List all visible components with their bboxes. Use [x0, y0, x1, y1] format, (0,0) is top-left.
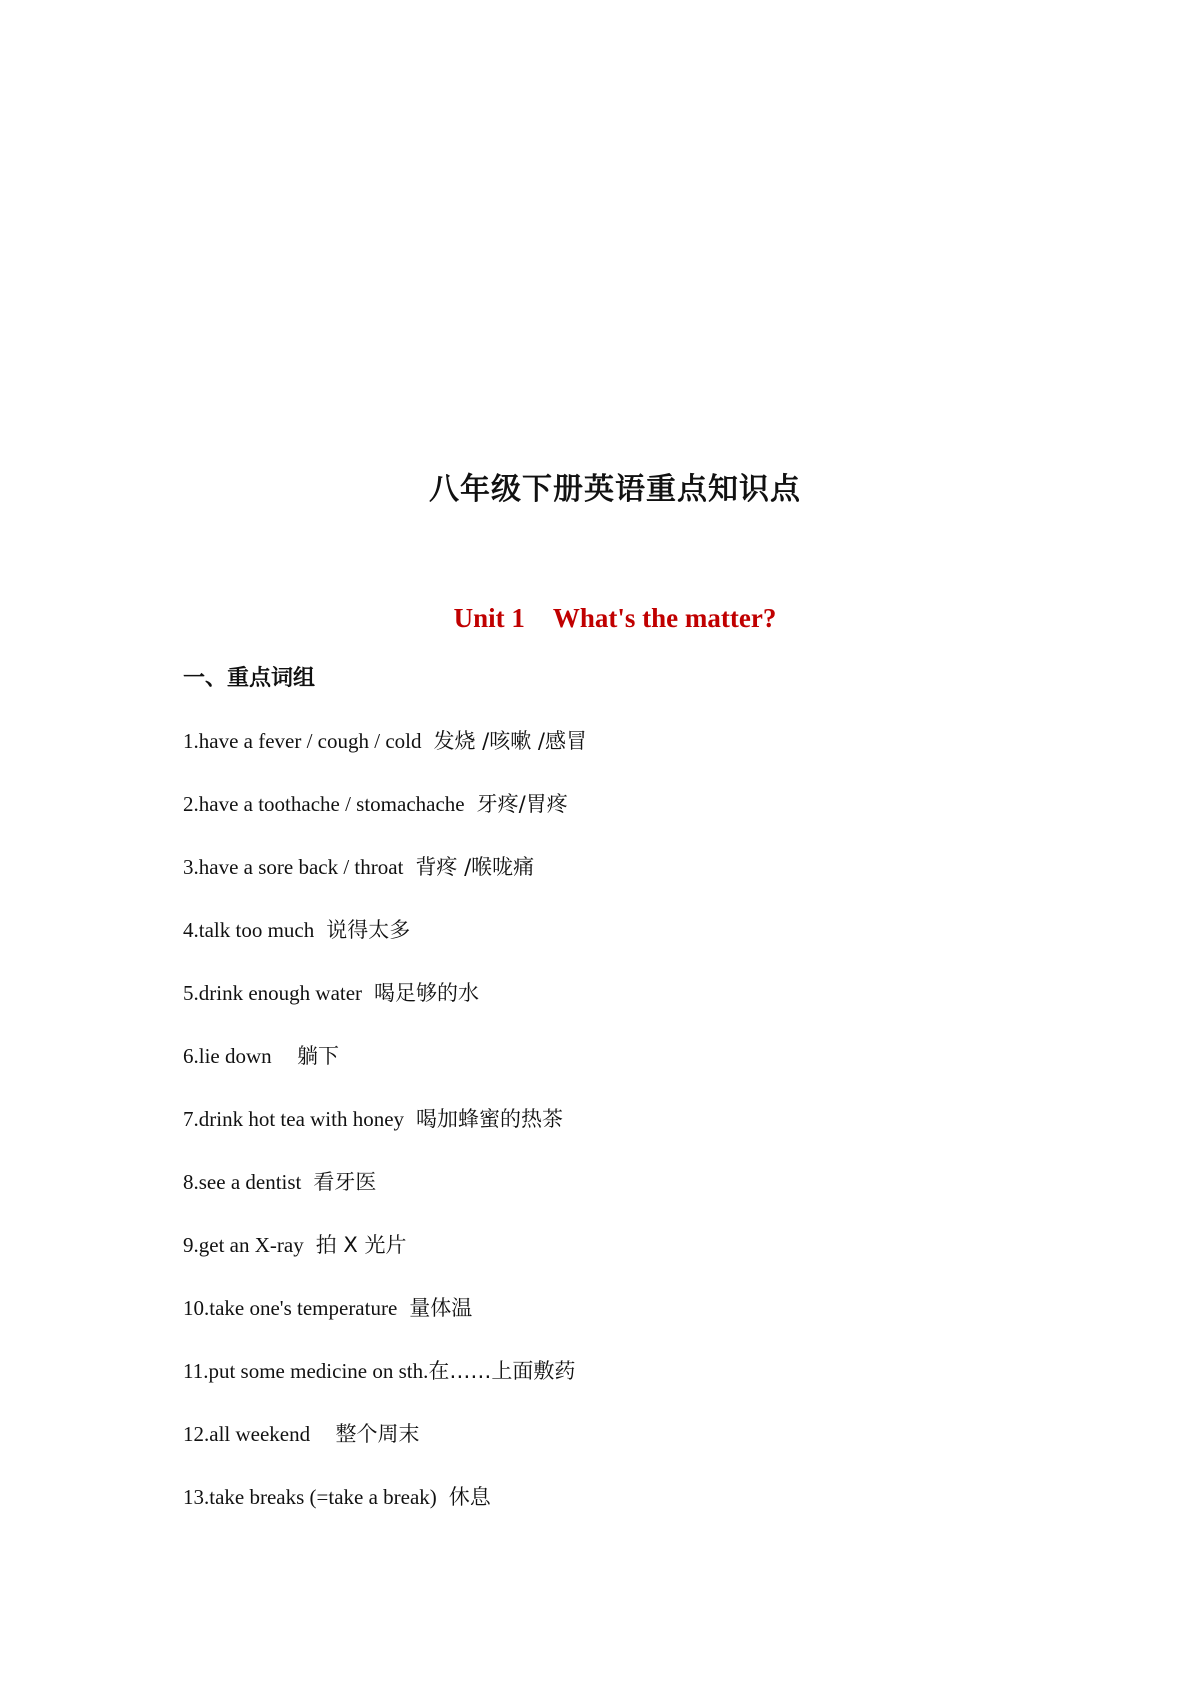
- phrase-chinese: 看牙医: [313, 1170, 377, 1194]
- phrase-chinese: 背疼 /喉咙痛: [415, 855, 535, 879]
- phrase-chinese: 拍 X 光片: [315, 1233, 407, 1257]
- phrase-chinese: 喝加蜂蜜的热茶: [416, 1107, 564, 1131]
- phrase-chinese: 发烧 /咳嗽 /感冒: [433, 729, 588, 753]
- phrase-english: 5.drink enough water: [183, 981, 363, 1005]
- phrase-chinese: 整个周末: [322, 1422, 420, 1446]
- phrase-item: [183, 978, 587, 1041]
- phrase-item: [183, 1419, 587, 1482]
- document-title: 八年级下册英语重点知识点: [429, 472, 801, 507]
- phrase-chinese: 量体温: [409, 1296, 473, 1320]
- phrase-english: 10.take one's temperature: [183, 1296, 398, 1320]
- unit-name: What's the matter?: [552, 603, 777, 633]
- phrase-item: [183, 852, 587, 915]
- phrase-chinese: 喝足够的水: [374, 981, 480, 1005]
- section-heading: 一、重点词组: [183, 666, 316, 691]
- phrase-english: 12.all weekend: [183, 1422, 311, 1446]
- phrase-english: 7.drink hot tea with honey: [183, 1107, 405, 1131]
- phrase-item: [183, 1293, 587, 1356]
- phrase-item: [183, 1482, 587, 1545]
- unit-title: [0, 600, 1190, 636]
- phrase-item: [183, 726, 587, 789]
- phrase-chinese: 躺下: [283, 1044, 340, 1068]
- phrase-list: [183, 726, 587, 1545]
- phrase-item: [183, 1041, 587, 1104]
- unit-number: Unit 1: [453, 603, 525, 633]
- phrase-item: [183, 915, 587, 978]
- phrase-english: 9.get an X-ray: [183, 1233, 304, 1257]
- phrase-item: [183, 789, 587, 852]
- phrase-english: 6.lie down: [183, 1044, 272, 1068]
- phrase-english: 1.have a fever / cough / cold: [183, 729, 422, 753]
- phrase-chinese: 在……上面敷药: [428, 1359, 576, 1383]
- phrase-english: 11.put some medicine on sth.: [183, 1359, 429, 1383]
- phrase-item: [183, 1167, 587, 1230]
- phrase-english: 2.have a toothache / stomachache: [183, 792, 465, 816]
- phrase-english: 4.talk too much: [183, 918, 315, 942]
- phrase-item: [183, 1104, 587, 1167]
- phrase-chinese: 牙疼/胃疼: [476, 792, 568, 816]
- phrase-english: 13.take breaks (=take a break): [183, 1485, 437, 1509]
- phrase-item: [183, 1356, 587, 1419]
- phrase-english: 3.have a sore back / throat: [183, 855, 404, 879]
- phrase-chinese: 说得太多: [326, 918, 411, 942]
- phrase-english: 8.see a dentist: [183, 1170, 302, 1194]
- phrase-chinese: 休息: [448, 1485, 491, 1509]
- phrase-item: [183, 1230, 587, 1293]
